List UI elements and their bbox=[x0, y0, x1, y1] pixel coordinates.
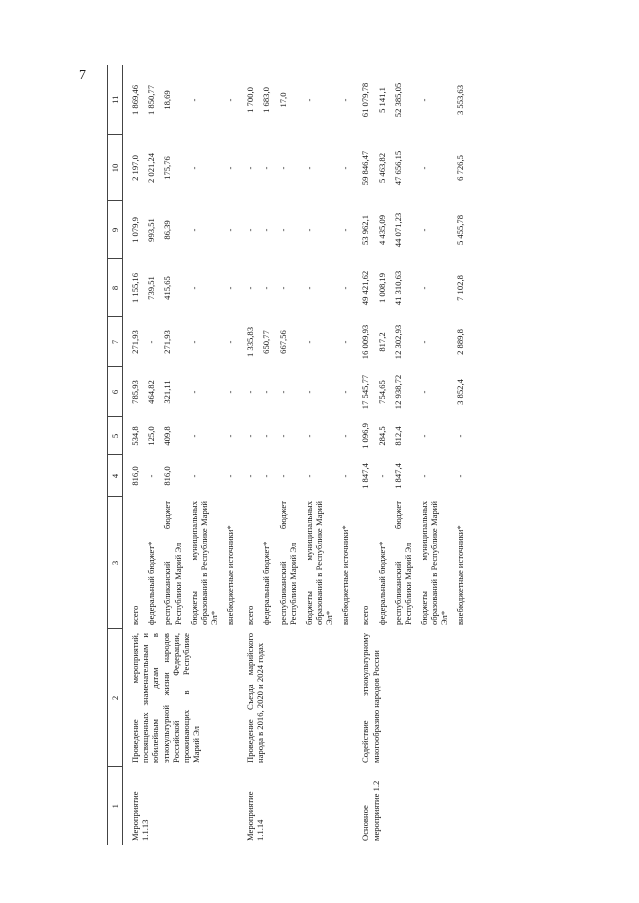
value-cell: 2 021,24 bbox=[146, 152, 157, 184]
value-cell: 1 683,0 bbox=[261, 87, 272, 113]
value-cell: 739,51 bbox=[146, 276, 157, 300]
table-row bbox=[357, 65, 373, 845]
value-cell: - bbox=[245, 286, 256, 290]
table-body bbox=[108, 65, 469, 845]
funding-source-cell: внебюджетные источники* bbox=[225, 525, 236, 625]
value-cell: - bbox=[340, 228, 351, 232]
column-header: 5 bbox=[108, 417, 123, 455]
activity-description-cell: Содействие этнокультурному многообразию народов России bbox=[360, 633, 381, 763]
value-cell: 1 096,9 bbox=[360, 423, 371, 449]
value-cell: - bbox=[303, 166, 314, 170]
value-cell: - bbox=[261, 390, 272, 394]
value-cell: - bbox=[418, 228, 429, 232]
value-cell: 3 553,63 bbox=[455, 84, 466, 116]
value-cell: 534,8 bbox=[130, 426, 141, 446]
value-cell: 754,65 bbox=[376, 380, 387, 404]
value-cell: 7 102,8 bbox=[455, 275, 466, 301]
value-cell: 2 197,0 bbox=[130, 155, 141, 181]
column-header: 7 bbox=[108, 317, 123, 367]
value-cell: - bbox=[303, 474, 314, 478]
value-cell: 18,69 bbox=[162, 90, 173, 110]
value-cell: - bbox=[303, 390, 314, 394]
value-cell: 61 079,78 bbox=[360, 82, 371, 118]
value-cell: - bbox=[245, 474, 256, 478]
value-cell: - bbox=[418, 474, 429, 478]
budget-table bbox=[107, 65, 469, 845]
value-cell: - bbox=[277, 228, 288, 232]
rotated-page-content bbox=[107, 65, 639, 845]
activity-description-cell: Проведение мероприятий, посвященных знаменательным и юбилейным датам в этнокультурной жизни народов Российской Федерации, проживающих в Республике Марий Эл bbox=[130, 633, 201, 763]
value-cell: - bbox=[277, 286, 288, 290]
activity-name-cell: Мероприятие 1.1.13 bbox=[130, 791, 151, 841]
value-cell: - bbox=[225, 286, 236, 290]
value-cell: 86,39 bbox=[162, 220, 173, 240]
value-cell: - bbox=[303, 434, 314, 438]
value-cell: 271,93 bbox=[162, 330, 173, 354]
value-cell: 52 385,05 bbox=[392, 82, 403, 118]
activity-name-cell: Мероприятие 1.1.14 bbox=[245, 791, 266, 841]
value-cell: - bbox=[418, 340, 429, 344]
activity-description-cell: Проведение Съезда марийского народа в 2016, 2020 и 2024 годах bbox=[245, 633, 266, 763]
funding-source-cell: республиканский бюджет Республики Марий Эл bbox=[392, 501, 413, 625]
value-cell: - bbox=[188, 434, 199, 438]
value-cell: 6 726,5 bbox=[455, 155, 466, 181]
value-cell: - bbox=[261, 474, 272, 478]
funding-source-cell: всего bbox=[245, 605, 256, 625]
activity-name-cell: Основное мероприятие 1.2 bbox=[360, 780, 381, 841]
value-cell: - bbox=[340, 286, 351, 290]
value-cell: 271,93 bbox=[130, 330, 141, 354]
value-cell: - bbox=[340, 340, 351, 344]
page-number: 7 bbox=[79, 68, 86, 83]
funding-source-cell: внебюджетные источники* bbox=[455, 525, 466, 625]
funding-source-cell: республиканский бюджет Республики Марий Эл bbox=[277, 501, 298, 625]
funding-source-cell: федеральный бюджет* bbox=[146, 541, 157, 625]
value-cell: 5 455,78 bbox=[455, 214, 466, 246]
column-header: 8 bbox=[108, 259, 123, 317]
value-cell: - bbox=[303, 98, 314, 102]
value-cell: 12 938,72 bbox=[392, 374, 403, 410]
value-cell: 44 071,23 bbox=[392, 212, 403, 248]
value-cell: - bbox=[188, 390, 199, 394]
value-cell: 4 435,09 bbox=[376, 214, 387, 246]
value-cell: 49 421,62 bbox=[360, 270, 371, 306]
value-cell: - bbox=[225, 98, 236, 102]
value-cell: 41 310,63 bbox=[392, 270, 403, 306]
value-cell: - bbox=[245, 434, 256, 438]
value-cell: - bbox=[418, 434, 429, 438]
column-header: 11 bbox=[108, 65, 123, 135]
value-cell: 12 302,93 bbox=[392, 324, 403, 360]
value-cell: 5 141,1 bbox=[376, 87, 387, 113]
value-cell: 464,82 bbox=[146, 380, 157, 404]
value-cell: - bbox=[225, 166, 236, 170]
value-cell: 1 850,77 bbox=[146, 84, 157, 116]
value-cell: 284,5 bbox=[376, 426, 387, 446]
funding-source-cell: всего bbox=[360, 605, 371, 625]
value-cell: - bbox=[418, 98, 429, 102]
funding-source-cell: федеральный бюджет* bbox=[376, 541, 387, 625]
column-header: 6 bbox=[108, 367, 123, 417]
value-cell: - bbox=[303, 228, 314, 232]
value-cell: 5 463,82 bbox=[376, 152, 387, 184]
value-cell: - bbox=[376, 474, 387, 478]
value-cell: - bbox=[277, 434, 288, 438]
funding-source-cell: всего bbox=[130, 605, 141, 625]
value-cell: 812,4 bbox=[392, 426, 403, 446]
value-cell: - bbox=[340, 166, 351, 170]
value-cell: 1 335,83 bbox=[245, 326, 256, 358]
value-cell: 1 847,4 bbox=[360, 463, 371, 489]
value-cell: - bbox=[261, 228, 272, 232]
value-cell: - bbox=[245, 390, 256, 394]
value-cell: - bbox=[245, 166, 256, 170]
value-cell: - bbox=[418, 166, 429, 170]
column-header: 2 bbox=[108, 629, 123, 767]
funding-source-cell: республиканский бюджет Республики Марий Эл bbox=[162, 501, 183, 625]
value-cell: 2 889,8 bbox=[455, 329, 466, 355]
value-cell: - bbox=[188, 166, 199, 170]
value-cell: - bbox=[146, 340, 157, 344]
value-cell: - bbox=[303, 340, 314, 344]
value-cell: 650,77 bbox=[261, 330, 272, 354]
column-header: 10 bbox=[108, 135, 123, 201]
value-cell: 816,0 bbox=[130, 466, 141, 486]
value-cell: - bbox=[261, 166, 272, 170]
funding-source-cell: бюджеты муниципальных образований в Республике Марий Эл* bbox=[418, 501, 450, 625]
value-cell: - bbox=[455, 434, 466, 438]
value-cell: 785,93 bbox=[130, 380, 141, 404]
value-cell: - bbox=[261, 286, 272, 290]
value-cell: - bbox=[188, 340, 199, 344]
value-cell: 321,11 bbox=[162, 380, 173, 404]
value-cell: 415,65 bbox=[162, 276, 173, 300]
value-cell: - bbox=[188, 98, 199, 102]
value-cell: - bbox=[188, 474, 199, 478]
value-cell: 16 009,93 bbox=[360, 324, 371, 360]
funding-source-cell: внебюджетные источники* bbox=[340, 525, 351, 625]
table-row bbox=[127, 65, 143, 845]
funding-source-cell: федеральный бюджет* bbox=[261, 541, 272, 625]
value-cell: 1 700,0 bbox=[245, 87, 256, 113]
value-cell: 17,0 bbox=[277, 92, 288, 108]
value-cell: 1 155,16 bbox=[130, 272, 141, 304]
value-cell: - bbox=[277, 474, 288, 478]
column-header: 3 bbox=[108, 497, 123, 629]
value-cell: - bbox=[146, 474, 157, 478]
value-cell: 53 962,1 bbox=[360, 214, 371, 246]
value-cell: - bbox=[277, 390, 288, 394]
column-header: 1 bbox=[108, 767, 123, 845]
value-cell: - bbox=[261, 434, 272, 438]
value-cell: - bbox=[225, 390, 236, 394]
value-cell: 817,2 bbox=[376, 332, 387, 352]
value-cell: - bbox=[277, 166, 288, 170]
value-cell: 59 846,47 bbox=[360, 150, 371, 186]
value-cell: - bbox=[303, 286, 314, 290]
value-cell: - bbox=[245, 228, 256, 232]
value-cell: - bbox=[225, 434, 236, 438]
value-cell: - bbox=[188, 286, 199, 290]
value-cell: - bbox=[418, 390, 429, 394]
header-row bbox=[108, 65, 123, 845]
value-cell: 1 847,4 bbox=[392, 463, 403, 489]
funding-source-cell: бюджеты муниципальных образований в Республике Марий Эл* bbox=[188, 501, 219, 625]
value-cell: - bbox=[340, 434, 351, 438]
value-cell: 175,76 bbox=[162, 156, 173, 180]
value-cell: - bbox=[225, 228, 236, 232]
value-cell: - bbox=[188, 228, 199, 232]
value-cell: - bbox=[225, 340, 236, 344]
column-header: 4 bbox=[108, 455, 123, 497]
value-cell: 667,56 bbox=[277, 330, 288, 354]
value-cell: 1 079,9 bbox=[130, 217, 141, 243]
value-cell: 1 869,46 bbox=[130, 84, 141, 116]
value-cell: 3 852,4 bbox=[455, 379, 466, 405]
value-cell: - bbox=[455, 474, 466, 478]
value-cell: 816,0 bbox=[162, 466, 173, 486]
column-header: 9 bbox=[108, 201, 123, 259]
value-cell: - bbox=[418, 286, 429, 290]
value-cell: 125,0 bbox=[146, 426, 157, 446]
value-cell: 47 656,15 bbox=[392, 150, 403, 186]
value-cell: 1 008,19 bbox=[376, 272, 387, 304]
value-cell: - bbox=[340, 98, 351, 102]
value-cell: - bbox=[340, 474, 351, 478]
value-cell: - bbox=[225, 474, 236, 478]
value-cell: 993,51 bbox=[146, 218, 157, 242]
value-cell: - bbox=[340, 390, 351, 394]
table-row bbox=[242, 65, 258, 845]
value-cell: 17 545,77 bbox=[360, 374, 371, 410]
funding-source-cell: бюджеты муниципальных образований в Республике Марий Эл* bbox=[303, 501, 335, 625]
value-cell: 409,8 bbox=[162, 426, 173, 446]
